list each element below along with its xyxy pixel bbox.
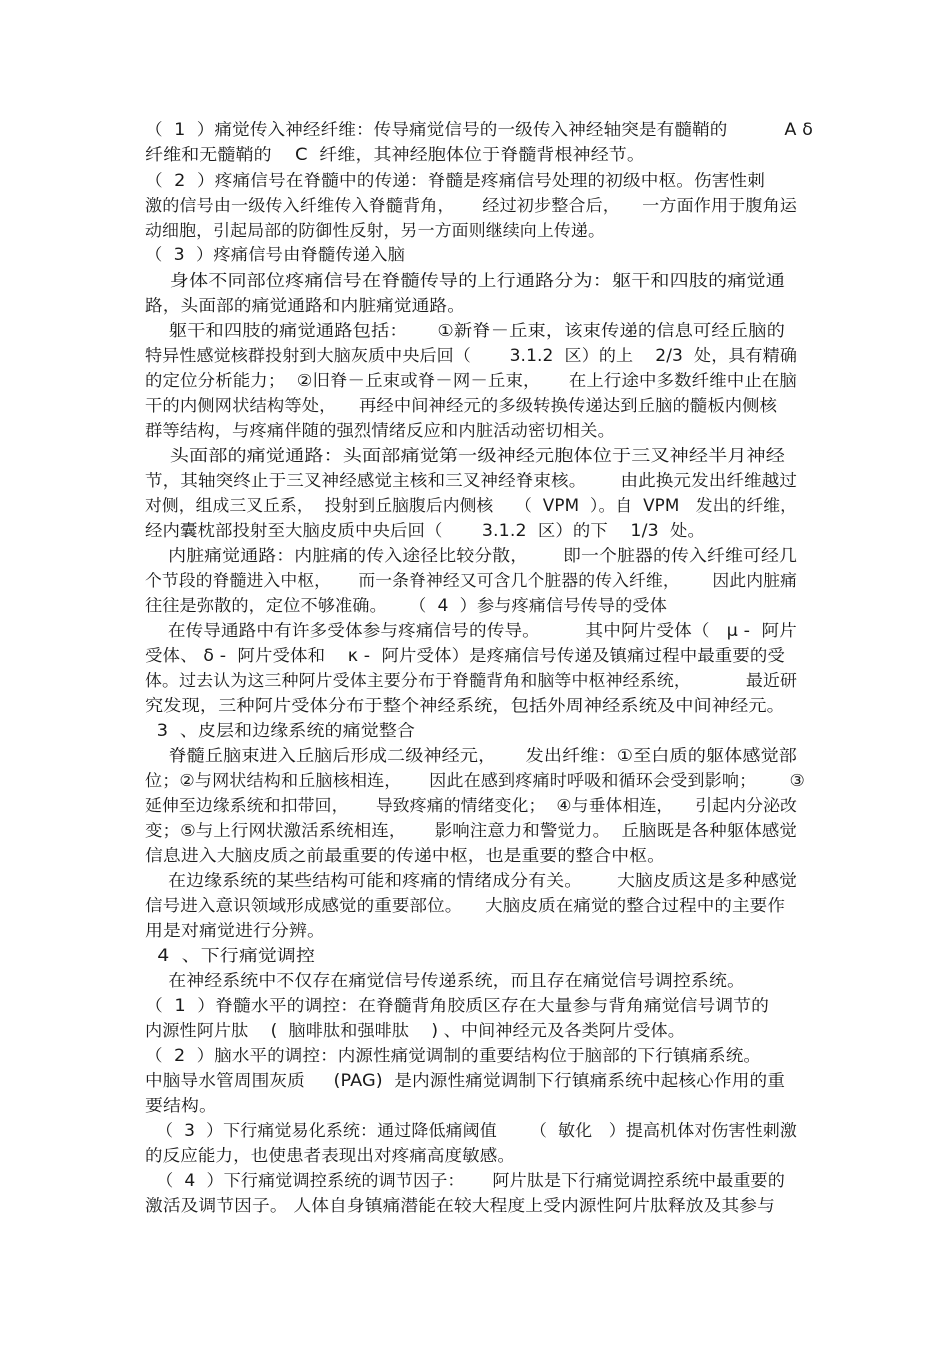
- text-line: （ 4 ）下行痛觉调控系统的调节因子： 阿片肽是下行痛觉调控系统中最重要的: [145, 1171, 785, 1190]
- text-line: 位；②与网状结构和丘脑核相连， 因此在感到疼痛时呼吸和循环会受到影响； ③: [145, 771, 806, 790]
- text-line: 激活及调节因子。 人体自身镇痛潜能在较大程度上受内源性阿片肽释放及其参与: [145, 1196, 775, 1215]
- text-line: 内脏痛觉通路：内脏痛的传入途径比较分散， 即一个脏器的传入纤维可经几: [145, 546, 797, 565]
- text-line: 的反应能力，也使患者表现出对疼痛高度敏感。: [145, 1146, 516, 1165]
- text-line: 变；⑤与上行网状激活系统相连， 影响注意力和警觉力。 丘脑既是各种躯体感觉: [145, 821, 797, 840]
- text-line: 受体、 δ - 阿片受体和 κ - 阿片受体）是疼痛信号传递及镇痛过程中最重要的受: [145, 646, 785, 665]
- section-heading: （ 3 ）疼痛信号由脊髓传递入脑: [145, 245, 405, 264]
- text-line: 激的信号由一级传入纤维传入脊髓背角， 经过初步整合后， 一方面作用于腹角运: [145, 196, 798, 215]
- text-line: 的定位分析能力； ②旧脊－丘束或脊－网－丘束， 在上行途中多数纤维中止在脑: [145, 371, 797, 390]
- text-line: （ 2 ）脑水平的调控：内源性痛觉调制的重要结构位于脑部的下行镇痛系统。: [145, 1046, 762, 1065]
- text-line: 动细胞，引起局部的防御性反射，另一方面则继续向上传递。: [145, 221, 605, 240]
- text-line: 在传导通路中有许多受体参与疼痛信号的传导。 其中阿片受体（ μ - 阿片: [145, 621, 797, 640]
- text-line: 头面部的痛觉通路：头面部痛觉第一级神经元胞体位于三叉神经半月神经: [145, 446, 786, 465]
- text-line: 究发现，三种阿片受体分布于整个神经系统，包括外周神经系统及中间神经元。: [145, 696, 785, 715]
- text-line: 经内囊枕部投射至大脑皮质中央后回（ 3.1.2 区）的下 1/3 处。: [145, 521, 706, 540]
- text-line: 体。过去认为这三种阿片受体主要分布于脊髓背角和脑等中枢神经系统， 最近研: [145, 671, 798, 690]
- text-line: 躯干和四肢的痛觉通路包括： ①新脊－丘束，该束传递的信息可经丘脑的: [145, 321, 785, 340]
- text-line: 信息进入大脑皮质之前最重要的传递中枢，也是重要的整合中枢。: [145, 846, 666, 865]
- text-line: （ 1 ）痛觉传入神经纤维：传导痛觉信号的一级传入神经轴突是有髓鞘的 A δ: [145, 120, 814, 139]
- section-heading: 4 、下行痛觉调控: [145, 946, 316, 965]
- text-line: 群等结构，与疼痛伴随的强烈情绪反应和内脏活动密切相关。: [145, 421, 615, 440]
- text-line: 个节段的脊髓进入中枢， 而一条脊神经又可含几个脏器的传入纤维， 因此内脏痛: [145, 571, 798, 590]
- text-line: （ 1 ）脊髓水平的调控：在脊髓背角胶质区存在大量参与背角痛觉信号调节的: [145, 996, 770, 1015]
- text-line: 身体不同部位疼痛信号在脊髓传导的上行通路分为：躯干和四肢的痛觉通: [145, 271, 786, 290]
- text-line: 中脑导水管周围灰质 (PAG) 是内源性痛觉调制下行镇痛系统中起核心作用的重: [145, 1071, 786, 1090]
- text-line: 纤维和无髓鞘的 C 纤维，其神经胞体位于脊髓背根神经节。: [145, 145, 645, 164]
- text-line: 在神经系统中不仅存在痛觉信号传递系统，而且存在痛觉信号调控系统。: [145, 971, 746, 990]
- text-line: 信号进入意识领域形成感觉的重要部位。 大脑皮质在痛觉的整合过程中的主要作: [145, 896, 785, 915]
- text-line: 路，头面部的痛觉通路和内脏痛觉通路。: [145, 296, 465, 315]
- text-line: 在边缘系统的某些结构可能和疼痛的情绪成分有关。 大脑皮质这是多种感觉: [145, 871, 797, 890]
- text-line: （ 2 ）疼痛信号在脊髓中的传递：脊髓是疼痛信号处理的初级中枢。伤害性刺: [145, 171, 766, 190]
- text-line: 节，其轴突终止于三叉神经感觉主核和三叉神经脊束核。 由此换元发出纤维越过: [145, 471, 798, 490]
- text-line: 内源性阿片肽 ( 脑啡肽和强啡肽 ) 、中间神经元及各类阿片受体。: [145, 1021, 685, 1040]
- text-line: 干的内侧网状结构等处， 再经中间神经元的多级转换传递达到丘脑的髓板内侧核: [145, 396, 778, 415]
- text-line: 对侧，组成三叉丘系， 投射到丘脑腹后内侧核 （ VPM ）。自 VPM 发出的纤维，: [145, 496, 798, 515]
- text-line: 用是对痛觉进行分辨。: [145, 921, 325, 940]
- text-line: 延伸至边缘系统和扣带回， 导致疼痛的情绪变化； ④与垂体相连， 引起内分泌改: [145, 796, 798, 815]
- text-line: 特异性感觉核群投射到大脑灰质中央后回（ 3.1.2 区）的上 2/3 处，具有精确: [145, 346, 797, 365]
- text-line: （ 3 ）下行痛觉易化系统：通过降低痛阈值 （ 敏化 ）提高机体对伤害性刺激: [145, 1121, 797, 1140]
- text-line: 要结构。: [145, 1096, 217, 1115]
- text-line: 往往是弥散的，定位不够准确。 （ 4 ）参与疼痛信号传导的受体: [145, 596, 667, 615]
- text-line: 脊髓丘脑束进入丘脑后形成二级神经元， 发出纤维：①至白质的躯体感觉部: [145, 746, 798, 765]
- section-heading: 3 、皮层和边缘系统的痛觉整合: [145, 721, 416, 740]
